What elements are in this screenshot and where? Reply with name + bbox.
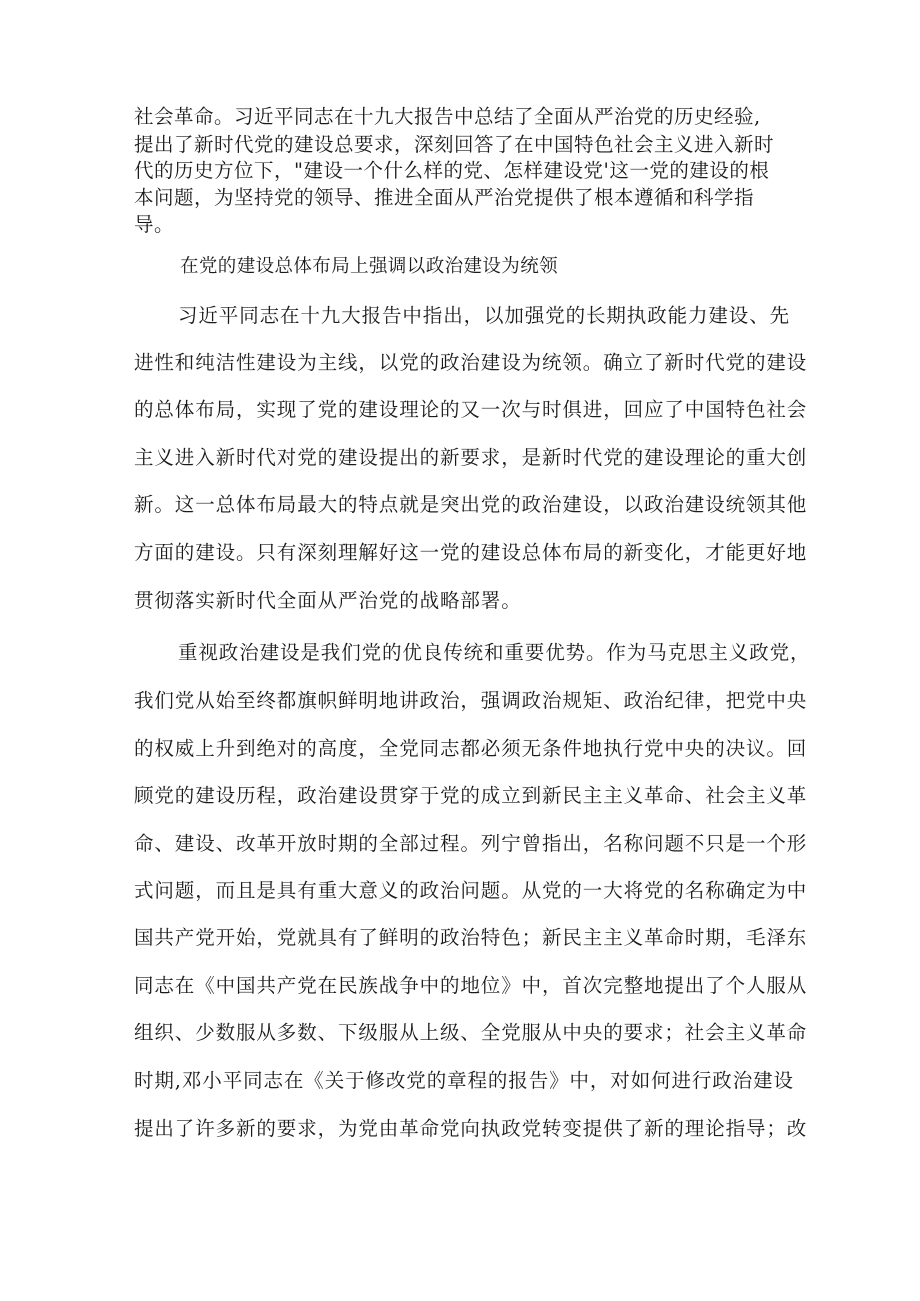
para2-line-1: 习近平同志在十九大报告中指出，以加强党的长期执政能力建设、先 [178,304,791,327]
intro-line-4: 本问题，为坚持党的领导、推进全面从严治党提供了根本遵循和科学指 [134,186,755,209]
para2-line-5: 新。这一总体布局最大的特点就是突出党的政治建设，以政治建设统领其他 [134,493,808,516]
para3-line-11: 提出了许多新的要求，为党由革命党向执政党转变提供了新的理论指导；改 [134,1117,808,1140]
para3-line-10: 时期,邓小平同志在《关于修改党的章程的报告》中，对如何进行政治建设 [134,1069,794,1092]
para2-line-4: 主义进入新时代对党的建设提出的新要求，是新时代党的建设理论的重大创 [134,446,808,469]
para3-line-9: 组织、少数服从多数、下级服从上级、全党服从中央的要求；社会主义革命 [134,1021,808,1044]
para3-line-6: 式问题，而且是具有重大意义的政治问题。从党的一大将党的名称确定为中 [134,879,808,902]
para3-line-2: 我们党从始至终都旗帜鲜明地讲政治，强调政治规矩、政治纪律，把党中央 [134,689,808,712]
para2-line-3: 的总体布局，实现了党的建设理论的又一次与时俱进，回应了中国特色社会 [134,398,808,421]
para2-line-2: 进性和纯洁性建设为主线，以党的政治建设为统领。确立了新时代党的建设 [134,351,808,374]
intro-line-5: 导。 [134,213,175,236]
para2-line-7: 贯彻落实新时代全面从严治党的战略部署。 [134,589,522,612]
para3-line-7: 国共产党开始，党就具有了鲜明的政治特色；新民主主义革命时期，毛泽东 [134,926,808,949]
para3-line-5: 命、建设、改革开放时期的全部过程。列宁曾指出，名称问题不只是一个形 [134,832,808,855]
section-heading: 在党的建设总体布局上强调以政治建设为统领 [180,256,559,277]
para3-line-8: 同志在《中国共产党在民族战争中的地位》中，首次完整地提出了个人服从 [134,974,808,997]
para3-line-1: 重视政治建设是我们党的优良传统和重要优势。作为马克思主义政党， [178,641,811,664]
para3-line-3: 的权威上升到绝对的高度，全党同志都必须无条件地执行党中央的决议。回 [134,737,808,760]
para2-line-6: 方面的建设。只有深刻理解好这一党的建设总体布局的新变化，才能更好地 [134,541,808,564]
intro-line-2: 提出了新时代党的建设总要求，深刻回答了在中国特色社会主义进入新时 [134,133,775,156]
intro-line-3: 代的历史方位下，"建设一个什么样的党、怎样建设党'这一党的建设的根 [134,159,770,182]
para3-line-4: 顾党的建设历程，政治建设贯穿于党的成立到新民主主义革命、社会主义革 [134,784,808,807]
intro-line-1: 社会革命。习近平同志在十九大报告中总结了全面从严治党的历史经验, [134,105,761,128]
